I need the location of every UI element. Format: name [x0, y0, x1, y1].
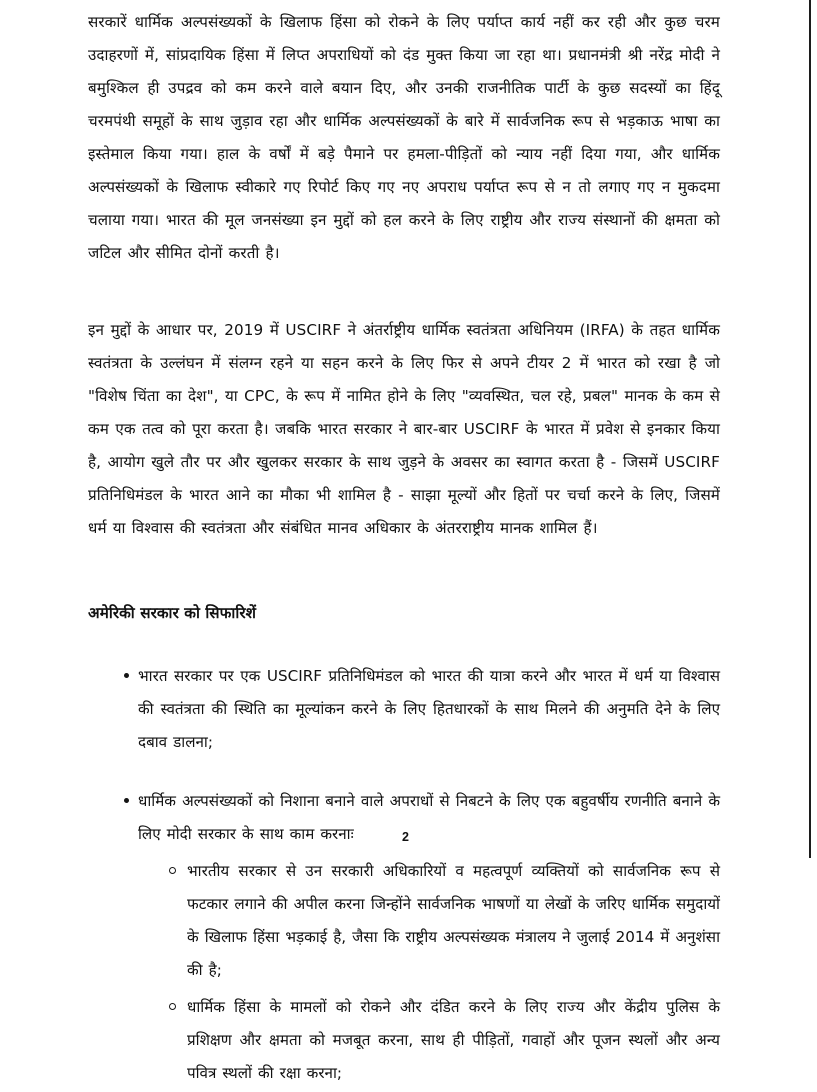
list-item — [88, 660, 720, 759]
bullet-disc-icon — [124, 673, 129, 678]
heading-spacer — [88, 630, 720, 660]
body-paragraph-1: सरकारें धार्मिक अल्पसंख्यकों के खिलाफ हिंसा को रोकने के लिए पर्याप्त कार्य नहीं कर रही और कुछ चरम उदाहरणों में, सांप्रदायिक हिंसा में लिप्त अपराधियों को दंड मुक्त किया जा रहा था। प्रधानमंत्री श्री नरेंद्र मोदी ने बमुश्किल ही उपद्रव को कम करने वाले बयान दिए, और उनकी राजनीतिक पार्टी के कुछ सदस्यों का हिंदू चरमपंथी समूहों के साथ जुड़ाव रहा और धार्मिक अल्पसंख्यकों के बारे में सार्वजनिक रूप से भड़काऊ भाषा का इस्तेमाल किया गया। हाल के वर्षों में बड़े पैमाने पर हमला-पीड़ितों को न्याय नहीं दिया गया, और धार्मिक अल्पसंख्यकों के खिलाफ स्वीकारे गए रिपोर्ट किए गए नए अपराध पर्याप्त रूप से न तो लगाए गए न मुकदमा चलाया गया। भारत की मूल जनसंख्या इन मुद्दों को हल करने के लिए राष्ट्रीय और राज्य संस्थानों की क्षमता को जटिल और सीमित दोनों करती है। — [88, 13, 720, 262]
sub-list-item-text: भारतीय सरकार से उन सरकारी अधिकारियों व महत्वपूर्ण व्यक्तियों को सार्वजनिक रूप से फटकार लगाने की अपील करना जिन्होंने सार्वजनिक भाषणों या लेखों के जरिए धार्मिक समुदायों के खिलाफ हिंसा भड़काई है, जैसा कि राष्ट्रीय अल्पसंख्यक मंत्रालय ने जुलाई 2014 में अनुशंसा की है; — [187, 862, 720, 979]
sub-recommendations-list — [138, 855, 720, 1090]
bullet-circle-icon — [169, 1003, 176, 1010]
list-item-text: धार्मिक अल्पसंख्यकों को निशाना बनाने वाले अपराधों से निबटने के लिए एक बहुवर्षीय रणनीति बनाने के लिए मोदी सरकार के साथ काम करनाः — [138, 792, 720, 843]
bullet-disc-icon — [124, 798, 129, 803]
section-heading-recommendations: अमेरिकी सरकार को सिफारिशें — [88, 604, 257, 622]
sub-list-item — [138, 855, 720, 987]
list-item-text: भारत सरकार पर एक USCIRF प्रतिनिधिमंडल को भारत की यात्रा करने और भारत में धर्म या विश्वास की स्वतंत्रता की स्थिति का मूल्यांकन करने के लिए हितधारकों के साथ मिलने की अनुमति देने के लिए दबाव डालना; — [138, 667, 720, 751]
sub-list-item — [138, 991, 720, 1090]
document-content-body — [88, 6, 720, 1092]
body-paragraph-2: इन मुद्दों के आधार पर, 2019 में USCIRF ने अंतर्राष्ट्रीय धार्मिक स्वतंत्रता अधिनियम (IRFA) के तहत धार्मिक स्वतंत्रता के उल्लंघन में संलग्न रहने या सहन करने के लिए फिर से अपने टीयर 2 में भारत को रखा है जो "विशेष चिंता का देश", या CPC, के रूप में नामित होने के लिए "व्यवस्थित, चल रहे, प्रबल" मानक के कम से कम एक तत्व को पूरा करता है। जबकि भारत सरकार ने बार-बार USCIRF के भारत में प्रवेश से इनकार किया है, आयोग खुले तौर पर और खुलकर सरकार के साथ जुड़ने के अवसर का स्वागत करता है - जिसमें USCIRF प्रतिनिधिमंडल के भारत आने का मौका भी शामिल है - साझा मूल्यों और हितों पर चर्चा करने के लिए, जिसमें धर्म या विश्वास की स्वतंत्रता और संबंधित मानव अधिकार के अंतरराष्ट्रीय मानक शामिल हैं। — [88, 321, 720, 537]
page-footer — [0, 826, 811, 845]
bullet-circle-icon — [169, 867, 176, 874]
page-number: 2 — [402, 830, 409, 844]
paragraph-spacer-1 — [88, 292, 720, 314]
recommendations-list — [88, 660, 720, 1090]
sub-list-item-text: धार्मिक हिंसा के मामलों को रोकने और दंडित करने के लिए राज्य और केंद्रीय पुलिस के प्रशिक्षण और क्षमता को मजबूत करना, साथ ही पीड़ितों, गवाहों और पूजन स्थलों और अन्य पवित्र स्थलों की रक्षा करना; — [187, 998, 720, 1082]
paragraph-spacer-2 — [88, 567, 720, 597]
